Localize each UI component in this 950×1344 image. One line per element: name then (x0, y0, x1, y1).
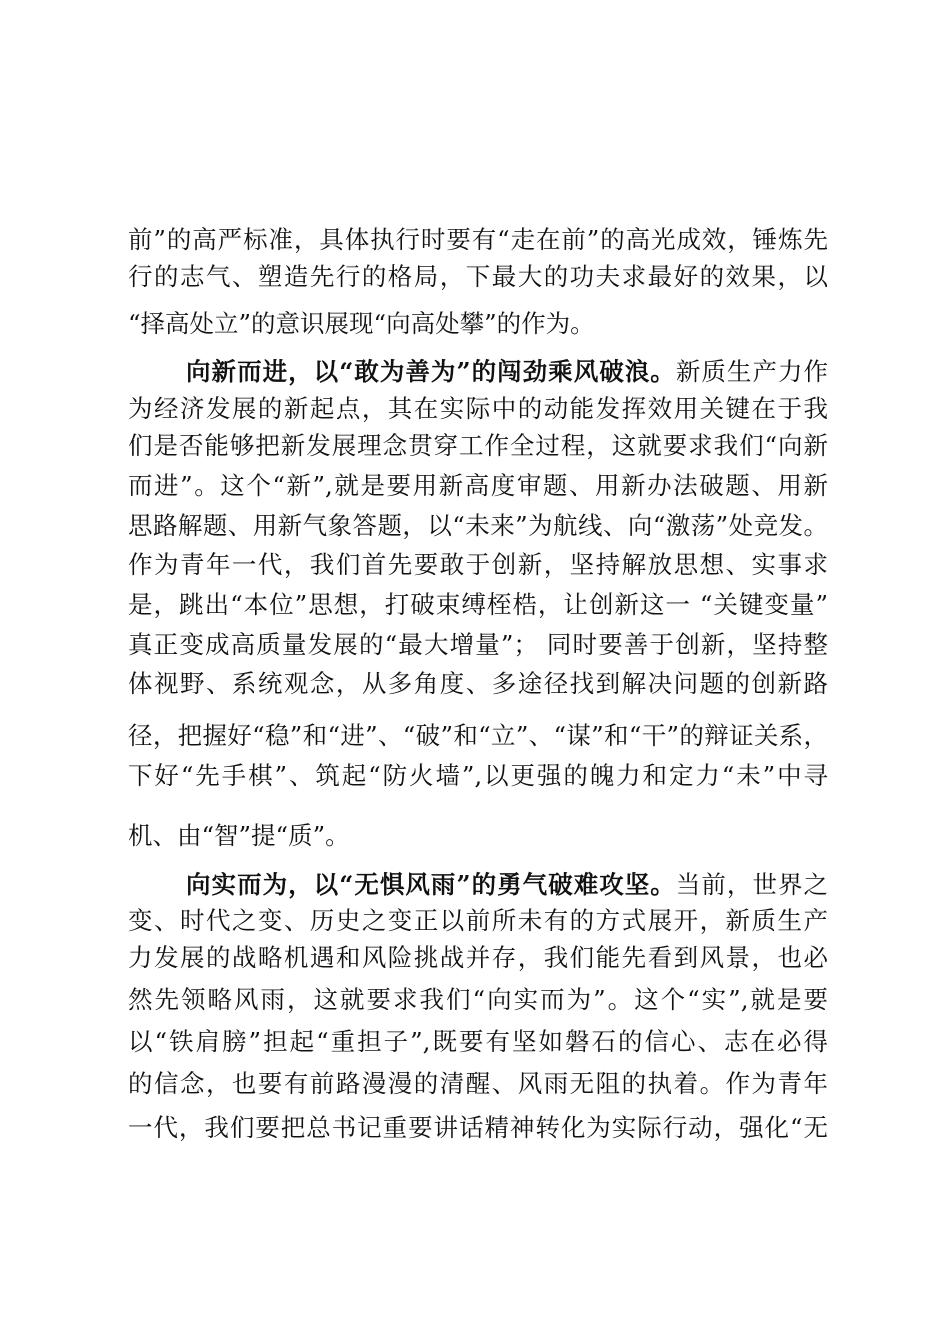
paragraph-2-line-6: 作为青年一代，我们首先要敢于创新，坚持解放思想、实事求 (128, 550, 828, 579)
paragraph-2-line-7: 是，跳出“本位”思想，打破束缚桎梏，让创新这一 “关键变量” (128, 590, 828, 619)
paragraph-2-line-5: 思路解题、用新气象答题，以“未来”为航线、向“激荡”处竞发。 (128, 511, 828, 540)
paragraph-3-line-2: 变、时代之变、历史之变正以前所未有的方式展开，新质生产 (128, 906, 828, 935)
paragraph-1-line-1: 前”的高严标准，具体执行时要有“走在前”的高光成效，锤炼先 (128, 225, 828, 254)
paragraph-2-line-3: 们是否能够把新发展理念贯穿工作全过程，这就要求我们“向新 (128, 431, 828, 460)
paragraph-3-line-3: 力发展的战略机遇和风险挑战并存，我们能先看到风景，也必 (128, 943, 828, 972)
paragraph-3-line-6: 的信念，也要有前路漫漫的清醒、风雨无阻的执着。作为青年 (128, 1069, 828, 1098)
paragraph-2-line-1 (186, 352, 828, 392)
paragraph-3-line-7: 一代，我们要把总书记重要讲话精神转化为实际行动，强化“无 (128, 1113, 828, 1142)
paragraph-2-line-9: 体视野、系统观念，从多角度、多途径找到解决问题的创新路 (128, 669, 828, 698)
paragraph-3-line-1 (186, 865, 828, 905)
paragraph-2-line-11: 下好“先手棋”、筑起“防火墙”,以更强的魄力和定力“未”中寻 (128, 761, 828, 790)
paragraph-3-line-4: 然先领略风雨，这就要求我们“向实而为”。这个“实”,就是要 (128, 985, 828, 1014)
paragraph-2-line-2: 为经济发展的新起点，其在实际中的动能发挥效用关键在于我 (128, 394, 828, 423)
paragraph-3-line-1-rest: 当前，世界之 (675, 870, 829, 899)
paragraph-1-line-2: 行的志气、塑造先行的格局，下最大的功夫求最好的效果，以 (128, 262, 828, 291)
paragraph-2-line-12: 机、由“智”提“质”。 (128, 821, 350, 850)
paragraph-2-heading: 向新而进，以“敢为善为”的闯劲乘风破浪。 (186, 357, 676, 386)
paragraph-1-line-3: “择高处立”的意识展现“向高处攀”的作为。 (128, 309, 595, 338)
paragraph-2-line-4: 而进”。这个“新”,就是要用新高度审题、用新办法破题、用新 (128, 471, 828, 500)
paragraph-2-line-8: 真正变成高质量发展的“最大增量”； 同时要善于创新，坚持整 (128, 630, 828, 659)
paragraph-3-line-5: 以“铁肩膀”担起“重担子”,既要有坚如磐石的信心、志在必得 (128, 1027, 828, 1056)
paragraph-2-line-1-rest: 新质生产力作 (675, 357, 829, 386)
paragraph-2-line-10: 径，把握好“稳”和“进”、“破”和“立”、“谋”和“干”的辩证关系， (128, 721, 828, 750)
paragraph-3-heading: 向实而为，以“无惧风雨”的勇气破难攻坚。 (186, 870, 676, 899)
